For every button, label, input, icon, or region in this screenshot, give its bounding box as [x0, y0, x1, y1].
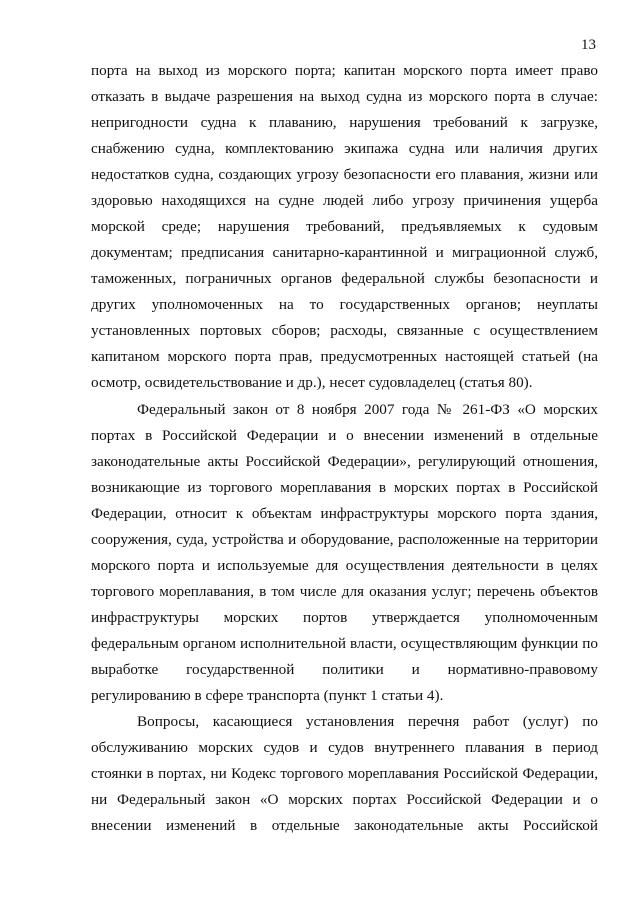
text-line: снабжению судна, комплектованию экипажа судна или наличия других	[91, 140, 598, 157]
text-line: законодательные акты Российской Федерации», регулирующий отношения,	[91, 453, 598, 470]
text-line: Федерации, относит к объектам инфраструктуры морского порта здания,	[91, 505, 598, 522]
text-line: порта на выход из морского порта; капитан морского порта имеет право	[91, 62, 598, 79]
text-line: сооружения, суда, устройства и оборудование, расположенные на территории	[91, 531, 598, 548]
text-line: выработке государственной политики и нормативно-правовому	[91, 661, 598, 678]
text-line: таможенных, пограничных органов федеральной службы безопасности и	[91, 270, 598, 287]
text-line: портах в Российской Федерации и о внесении изменений в отдельные	[91, 427, 598, 444]
text-line: обслуживанию морских судов и судов внутреннего плавания в период	[91, 739, 598, 756]
text-line: федеральным органом исполнительной власти, осуществляющим функции по	[91, 635, 598, 652]
text-line: других уполномоченных на то государственных органов; неуплаты	[91, 296, 598, 313]
text-line: отказать в выдаче разрешения на выход судна из морского порта в случае:	[91, 88, 598, 105]
text-line: Вопросы, касающиеся установления перечня работ (услуг) по	[137, 713, 598, 730]
text-line: непригодности судна к плаванию, нарушения требований к загрузке,	[91, 114, 598, 131]
page-number: 13	[581, 37, 596, 53]
text-line: Федеральный закон от 8 ноября 2007 года № 261-ФЗ «О морских	[137, 401, 598, 418]
text-line: установленных портовых сборов; расходы, связанные с осуществлением	[91, 322, 598, 339]
text-line: ни Федеральный закон «О морских портах Российской Федерации и о	[91, 791, 598, 808]
paragraph-1	[91, 58, 598, 396]
paragraph-2	[91, 397, 598, 709]
text-line: внесении изменений в отдельные законодательные акты Российской	[91, 817, 598, 834]
text-line: регулированию в сфере транспорта (пункт 1 статьи 4).	[91, 687, 444, 704]
text-line: капитаном морского порта прав, предусмотренных настоящей статьей (на	[91, 348, 598, 365]
text-line: возникающие из торгового мореплавания в морских портах в Российской	[91, 479, 598, 496]
text-line: здоровью находящихся на судне людей либо угрозу причинения ущерба	[91, 192, 598, 209]
text-line: торгового мореплавания, в том числе для оказания услуг; перечень объектов	[91, 583, 598, 600]
text-line: недостатков судна, создающих угрозу безопасности его плавания, жизни или	[91, 166, 598, 183]
paragraph-3	[91, 709, 598, 839]
text-line: инфраструктуры морских портов утверждается уполномоченным	[91, 609, 598, 626]
text-line: документам; предписания санитарно-карантинной и миграционной служб,	[91, 244, 598, 261]
text-line: морского порта и используемые для осуществления деятельности в целях	[91, 557, 598, 574]
text-line: морской среде; нарушения требований, предъявляемых к судовым	[91, 218, 598, 235]
text-line: осмотр, освидетельствование и др.), несет судовладелец (статья 80).	[91, 374, 533, 391]
text-line: стоянки в портах, ни Кодекс торгового мореплавания Российской Федерации,	[91, 765, 598, 782]
